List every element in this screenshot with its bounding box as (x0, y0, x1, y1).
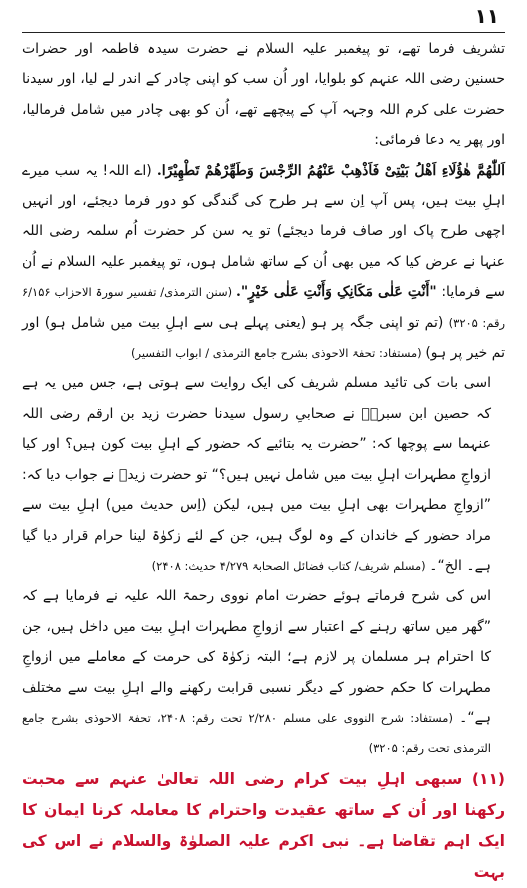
paragraph-3-text: اسی بات کی تائید مسلم شریف کی ایک روایت سے ہوتی ہے، جس میں یہ ہے کہ حصین ابن سبرہؒ نے صحابیِ رسول سیدنا حضرت زید بن ارقم رضی اللہ عنہما سے پوچھا کہ: ”حضرت یہ بتائیے کہ حضور کے اہلِ بیت کون ہیں؟ اور کیا ازواجِ مطہرات اہلِ بیت میں شامل نہیں ہیں؟“ تو حضرت زیدؓ نے جواب دیا کہ: ”ازواجِ مطہرات بھی اہلِ بیت میں ہیں، لیکن (اِس حدیث میں) اہلِ بیت سے مراد حضور کے خاندان کے وہ لوگ ہیں، جن کے لئے زکوٰۃ لینا حرام قرار دیا گیا ہے۔ الخ“۔ (22, 375, 491, 574)
page-header (22, 0, 505, 34)
tirmidhi-reference: (سنن الترمذی/ تفسیر سورۃ الاحزاب ۶/۱۵۶ رقم: ۳۲۰۵) (22, 285, 505, 330)
page-number: ١١ (474, 4, 499, 28)
paragraph-1 (22, 34, 505, 156)
paragraph-2 (22, 156, 505, 369)
header-divider (22, 32, 505, 33)
arabic-reply-quote: "أَنْتِ عَلٰی مَکَانِکِ وَأَنْتِ عَلٰی خَیْرٍ". (236, 284, 437, 301)
dua-translation-text: (اے اللہ! یہ سب میرے اہلِ بیت ہیں، پس آپ اِن سے ہر طرح کی گندگی کو دور فرما دیجئے، اور انہیں اچھی طرح پاک اور صاف فرما دیجئے) تو یہ سن کر حضرت اُم سلمہ رضی اللہ عنہا نے عرض کیا کہ میں بھی اُن کے ساتھ شامل ہوں، تو پیغمبر علیہ السلام نے اُن سے فرمایا: (22, 162, 506, 301)
paragraph-4-text: اس کی شرح فرماتے ہوئے حضرت امام نووی رحمۃ اللہ علیہ نے فرمایا ہے کہ ”گھر میں ساتھ رہنے کے اعتبار سے ازواجِ مطہرات اہلِ بیت میں داخل ہیں، جن کا احترام ہر مسلمان پر لازم ہے؛ البتہ زکوٰۃ کی حرمت کے معاملے میں ازواجِ مطہرات کا حکم حضور کے دیگر نسبی قرابت رکھنے والے اہلِ بیت سے مختلف ہے“۔ (22, 588, 491, 726)
paragraph-3 (22, 368, 505, 581)
nawawi-reference: (مستفاد: شرح النووی علی مسلم ۲/۲۸۰ تحت رقم: ۲۴۰۸، تحفۃ الاحوذی بشرح جامع الترمذی تحت رقم: ۳۲۰۵) (22, 710, 491, 756)
tuhfa-reference: (مستفاد: تحفۃ الاحوذی بشرح جامع الترمذی / ابواب التفسیر) (131, 346, 426, 361)
paragraph-4 (22, 581, 505, 763)
muslim-reference: (مسلم شریف/ کتاب فضائل الصحابۃ ۴/۲۷۹ حدیث: ۲۴۰۸) (151, 558, 430, 573)
arabic-dua-verse: اَللّٰھُمَّ ھٰؤُلَاءِ اَھْلُ بَیْتِیْ فَاَذْھِبْ عَنْھُمُ الرِّجْسَ وَطَھِّرْھُمْ تَطْھِیْرًا. (156, 162, 506, 179)
page-body (22, 34, 505, 888)
point-11-text: (۱۱) سبھی اہلِ بیت کرام رضی اللہ تعالیٰ عنہم سے محبت رکھنا اور اُن کے ساتھ عقیدت واحترام کا معاملہ کرنا ایمان کا ایک اہم تقاضا ہے۔ نبی اکرم علیہ الصلوٰۃ والسلام نے اس کی بہت (22, 769, 505, 881)
highlighted-point-11 (22, 764, 505, 888)
reply-translation-text: (تم تو اپنی جگہ پر ہو (یعنی پہلے ہی سے اہلِ بیت میں شامل ہو) اور تم خیر پر ہو) (22, 314, 505, 362)
paragraph-1-text: تشریف فرما تھے، تو پیغمبر علیہ السلام نے حضرت سیدہ فاطمہ اور حضرات حسنین رضی اللہ عنہم کو بلوایا، اور اُن سب کو اپنی چادر کے اندر لے لیا، اور سیدنا حضرت علی کرم اللہ وجہہ آپ کے پیچھے تھے، اُن کو بھی چادر میں شامل فرمالیا، اور پھر یہ دعا فرمائی: (22, 41, 505, 149)
